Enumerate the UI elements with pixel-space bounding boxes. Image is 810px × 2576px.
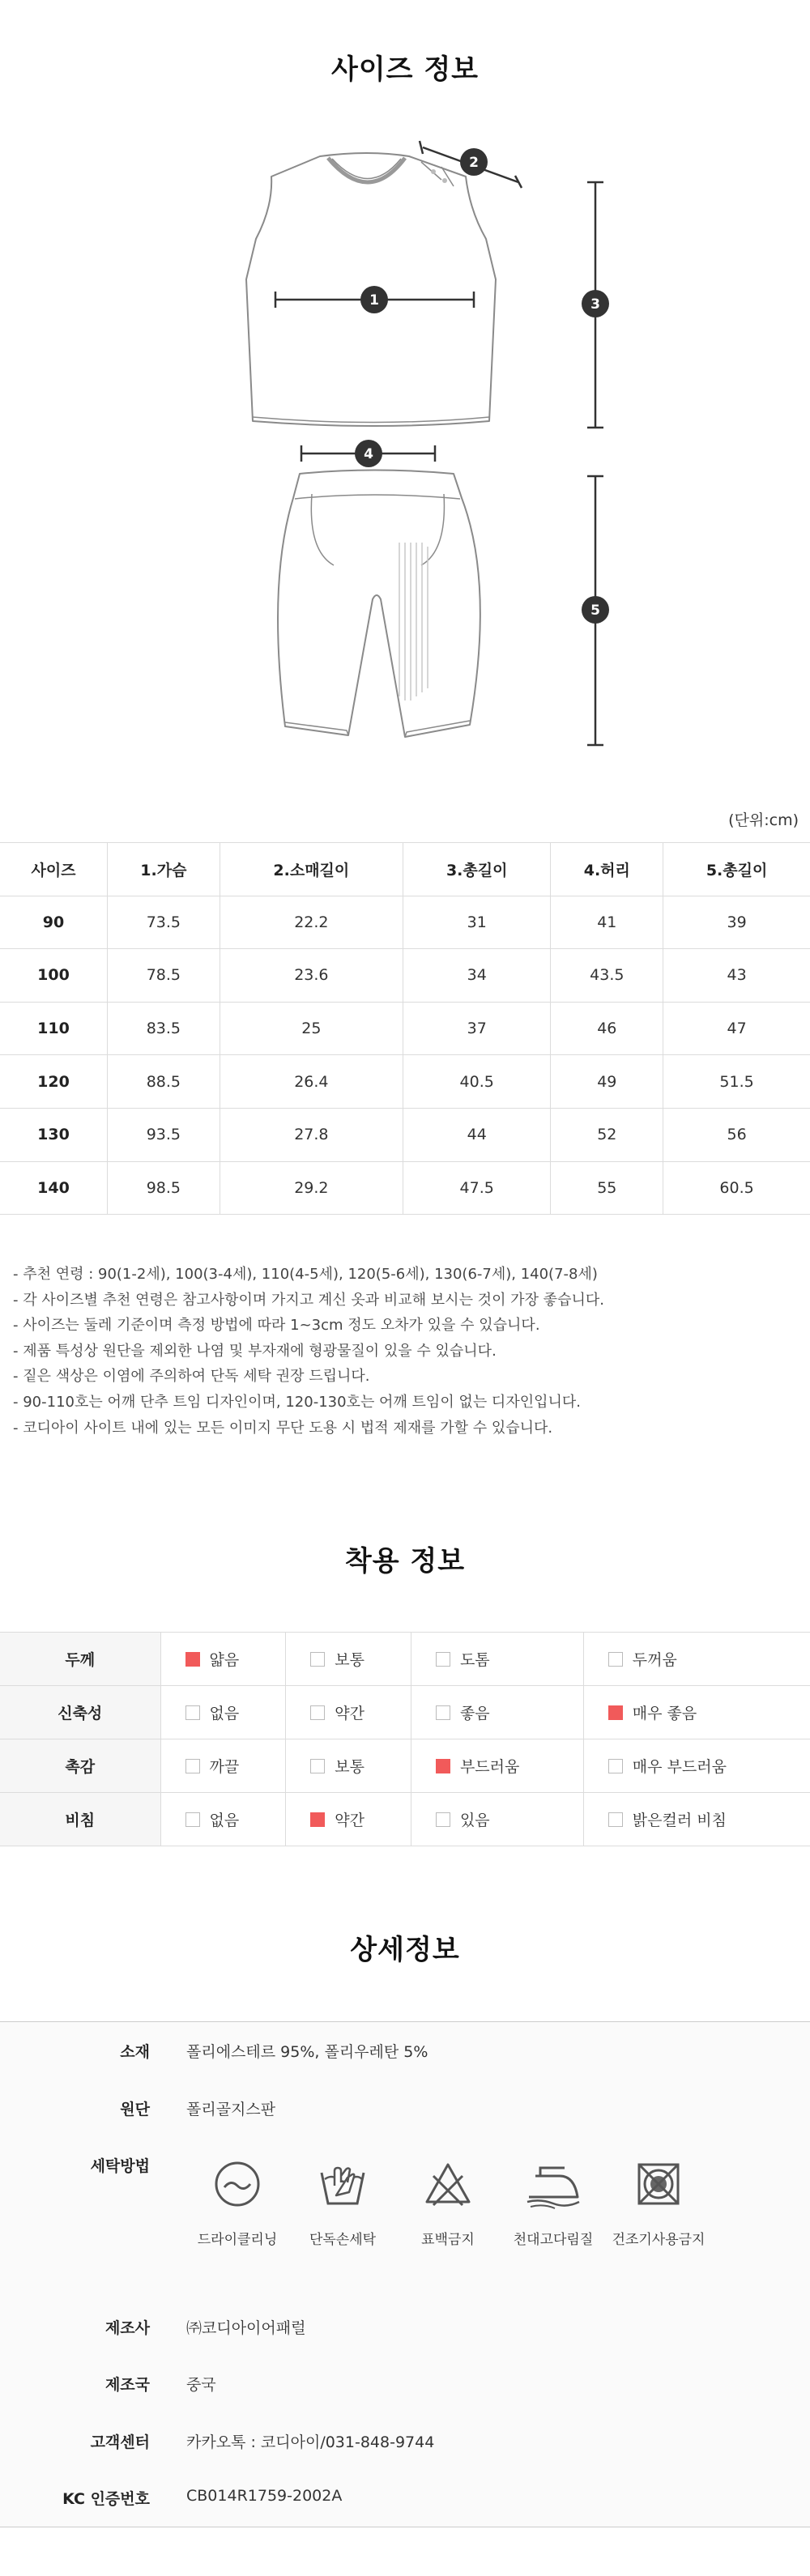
table-cell: 88.5 <box>108 1055 220 1109</box>
dry-clean-icon <box>211 2158 263 2210</box>
checkbox-checked <box>436 1759 450 1773</box>
table-cell: 39 <box>663 896 810 949</box>
wash-item-label: 천대고다림질 <box>513 2232 594 2248</box>
measure-marker-2 <box>460 148 488 176</box>
wear-row-thickness <box>0 1633 810 1686</box>
cs-label: 고객센터 <box>90 2433 150 2451</box>
wash-item-no-tumble-dry <box>606 2158 711 2248</box>
svg-text:5: 5 <box>590 602 600 619</box>
table-cell: 31 <box>403 896 550 949</box>
maker-label: 제조사 <box>104 2319 150 2337</box>
country-label: 제조국 <box>104 2376 150 2394</box>
detail-info-title: 상세정보 <box>350 1934 460 1966</box>
table-cell: 40.5 <box>403 1055 550 1109</box>
measure-marker-5 <box>582 596 609 624</box>
wear-label: 비침 <box>0 1793 160 1846</box>
wear-label: 신축성 <box>0 1686 160 1739</box>
header-top-length: 3.총길이 <box>403 843 550 896</box>
checkbox <box>436 1652 450 1667</box>
header-sleeve: 2.소매길이 <box>220 843 403 896</box>
table-row <box>0 1055 810 1109</box>
wash-label: 세탁방법 <box>90 2157 150 2175</box>
size-info-title: 사이즈 정보 <box>330 53 480 86</box>
size-cell: 130 <box>0 1108 108 1161</box>
wear-row-texture <box>0 1739 810 1793</box>
hand-wash-icon <box>317 2158 369 2210</box>
table-cell: 43.5 <box>551 949 663 1003</box>
table-cell: 29.2 <box>220 1161 403 1215</box>
option-label: 약간 <box>335 1812 364 1829</box>
maker-value: ㈜코디아이어패럴 <box>186 2319 306 2337</box>
wash-item-no-bleach <box>395 2158 501 2248</box>
size-cell: 120 <box>0 1055 108 1109</box>
table-cell: 56 <box>663 1108 810 1161</box>
wash-item-label: 건조기사용금지 <box>612 2232 706 2248</box>
wash-item-label: 드라이클리닝 <box>197 2232 278 2248</box>
header-pants-length: 5.총길이 <box>663 843 810 896</box>
cs-value: 카카오톡 : 코디아이/031-848-9744 <box>186 2433 435 2451</box>
table-cell: 22.2 <box>220 896 403 949</box>
fabric-value: 폴리골지스판 <box>186 2101 276 2118</box>
table-cell: 41 <box>551 896 663 949</box>
no-tumble-dry-icon <box>633 2158 684 2210</box>
table-cell: 44 <box>403 1108 550 1161</box>
measure-marker-4 <box>355 440 382 467</box>
option-label: 좋음 <box>459 1705 490 1722</box>
table-cell: 51.5 <box>663 1055 810 1109</box>
fabric-label: 원단 <box>120 2101 150 2118</box>
size-cell: 100 <box>0 949 108 1003</box>
table-cell: 26.4 <box>220 1055 403 1109</box>
wear-table <box>0 1632 810 1846</box>
table-cell: 46 <box>551 1002 663 1055</box>
kc-label: KC 인증번호 <box>62 2490 150 2508</box>
wash-item-label: 단독손세탁 <box>309 2232 377 2248</box>
option-label: 보통 <box>335 1758 364 1776</box>
note-item: - 추천 연령 : 90(1-2세), 100(3-4세), 110(4-5세), 120(5-6세), 130(6-7세), 140(7-8세) <box>13 1266 598 1283</box>
svg-text:1: 1 <box>369 292 379 309</box>
table-row <box>0 1002 810 1055</box>
unit-label: (단위:cm) <box>728 811 799 829</box>
table-cell: 55 <box>551 1161 663 1215</box>
table-cell: 83.5 <box>108 1002 220 1055</box>
size-cell: 140 <box>0 1161 108 1215</box>
size-table <box>0 842 810 1215</box>
size-cell: 90 <box>0 896 108 949</box>
wash-item-cloth-iron <box>501 2158 606 2248</box>
material-label: 소재 <box>120 2043 150 2061</box>
table-cell: 60.5 <box>663 1161 810 1215</box>
svg-text:2: 2 <box>469 155 479 171</box>
note-item: - 90-110호는 어깨 단추 트임 디자인이며, 120-130호는 어깨 트임이 없는 디자인입니다. <box>13 1393 581 1411</box>
header-chest: 1.가슴 <box>108 843 220 896</box>
table-cell: 25 <box>220 1002 403 1055</box>
svg-text:3: 3 <box>590 296 600 313</box>
checkbox <box>310 1652 325 1667</box>
option-label: 얇음 <box>209 1651 240 1669</box>
option-label: 부드러움 <box>459 1758 520 1776</box>
header-waist: 4.허리 <box>551 843 663 896</box>
table-row <box>0 1108 810 1161</box>
wash-item-hand-wash <box>290 2158 395 2248</box>
measure-marker-1 <box>360 286 388 313</box>
wear-info-title: 착용 정보 <box>344 1545 466 1578</box>
table-cell: 78.5 <box>108 949 220 1003</box>
note-item: - 짙은 색상은 이염에 주의하여 단독 세탁 권장 드립니다. <box>13 1368 370 1386</box>
table-cell: 37 <box>403 1002 550 1055</box>
pants-illustration <box>278 470 480 738</box>
checkbox-checked <box>608 1705 623 1720</box>
table-cell: 98.5 <box>108 1161 220 1215</box>
wash-item-dry-clean <box>185 2158 290 2248</box>
option-label: 있음 <box>459 1812 490 1829</box>
table-cell: 47 <box>663 1002 810 1055</box>
wear-label: 촉감 <box>0 1739 160 1793</box>
option-label: 도톰 <box>459 1651 490 1669</box>
cloth-iron-icon <box>524 2158 582 2210</box>
option-label: 두꺼움 <box>632 1651 677 1669</box>
wear-row-sheerness <box>0 1793 810 1846</box>
option-label: 없음 <box>209 1812 240 1829</box>
table-cell: 93.5 <box>108 1108 220 1161</box>
option-label: 보통 <box>335 1651 364 1669</box>
note-item: - 사이즈는 둘레 기준이며 측정 방법에 따라 1~3cm 정도 오차가 있을 수 있습니다. <box>13 1317 540 1335</box>
checkbox <box>436 1705 450 1720</box>
checkbox <box>310 1759 325 1773</box>
note-item: - 코디아이 사이트 내에 있는 모든 이미지 무단 도용 시 법적 제재를 가할 수 있습니다. <box>13 1419 553 1437</box>
checkbox <box>608 1812 623 1827</box>
table-cell: 73.5 <box>108 896 220 949</box>
checkbox <box>185 1705 200 1720</box>
option-label: 약간 <box>335 1705 364 1722</box>
checkbox-checked <box>310 1812 325 1827</box>
kc-value: CB014R1759-2002A <box>186 2487 343 2505</box>
measure-marker-3 <box>582 290 609 317</box>
svg-text:4: 4 <box>364 446 373 462</box>
table-row <box>0 1161 810 1215</box>
table-cell: 23.6 <box>220 949 403 1003</box>
table-cell: 49 <box>551 1055 663 1109</box>
country-value: 중국 <box>186 2376 216 2394</box>
option-label: 없음 <box>209 1705 240 1722</box>
table-row <box>0 896 810 949</box>
no-bleach-icon <box>422 2158 474 2210</box>
table-cell: 47.5 <box>403 1161 550 1215</box>
wear-label: 두께 <box>0 1633 160 1686</box>
wash-item-label: 표백금지 <box>421 2232 475 2248</box>
option-label: 밝은컬러 비침 <box>632 1812 727 1829</box>
note-item: - 각 사이즈별 추천 연령은 참고사항이며 가지고 계신 옷과 비교해 보시는 것이 가장 좋습니다. <box>13 1291 604 1309</box>
option-label: 매우 부드러움 <box>632 1758 727 1776</box>
wear-row-stretch <box>0 1686 810 1739</box>
material-value: 폴리에스테르 95%, 폴리우레탄 5% <box>186 2043 428 2061</box>
table-cell: 27.8 <box>220 1108 403 1161</box>
checkbox <box>608 1652 623 1667</box>
option-label: 매우 좋음 <box>632 1705 697 1722</box>
table-cell: 34 <box>403 949 550 1003</box>
size-notes <box>13 1262 799 1441</box>
option-label: 까끌 <box>209 1758 240 1776</box>
note-item: - 제품 특성상 원단을 제외한 나염 및 부자재에 형광물질이 있을 수 있습니다. <box>13 1342 497 1360</box>
checkbox <box>436 1812 450 1827</box>
checkbox-checked <box>185 1652 200 1667</box>
size-cell: 110 <box>0 1002 108 1055</box>
table-cell: 43 <box>663 949 810 1003</box>
garment-measurement-diagram <box>0 130 810 777</box>
header-size: 사이즈 <box>0 843 108 896</box>
checkbox <box>185 1812 200 1827</box>
checkbox <box>310 1705 325 1720</box>
table-cell: 52 <box>551 1108 663 1161</box>
checkbox <box>608 1759 623 1773</box>
size-table-header <box>0 843 810 896</box>
table-row <box>0 949 810 1003</box>
checkbox <box>185 1759 200 1773</box>
